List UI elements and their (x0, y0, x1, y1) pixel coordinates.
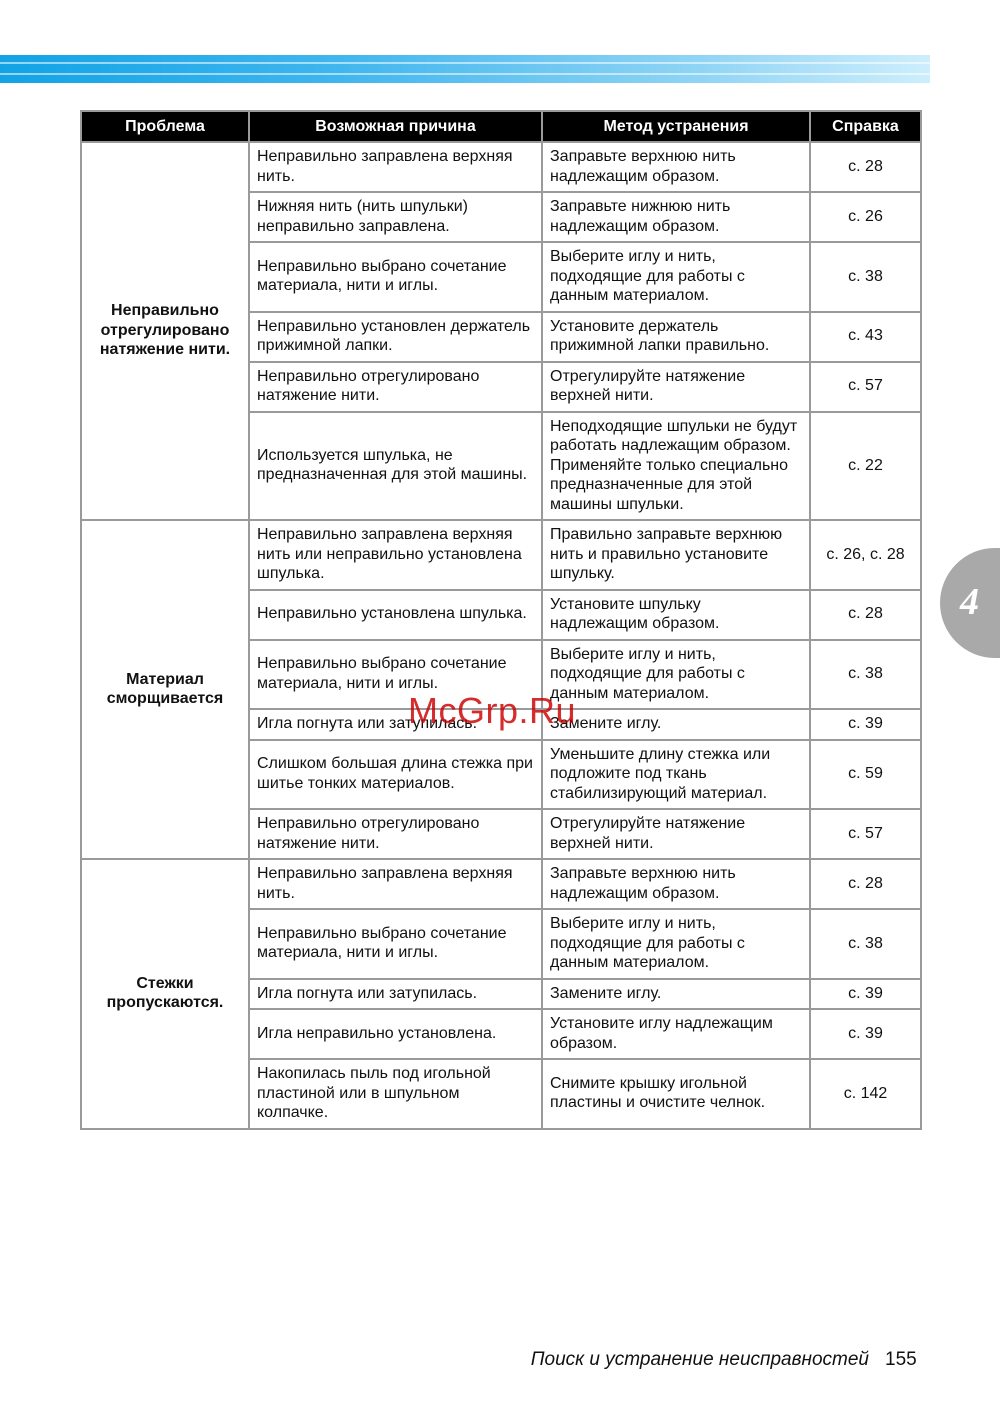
fix-cell: Заправьте верхнюю нить надлежащим образом. (542, 142, 810, 192)
cause-cell: Неправильно заправлена верхняя нить. (249, 859, 542, 909)
cause-cell: Игла погнута или затупилась. (249, 979, 542, 1010)
cause-cell: Неправильно выбрано сочетание материала, нити и иглы. (249, 242, 542, 312)
table-row (81, 142, 921, 192)
cause-cell: Неправильно установлена шпулька. (249, 590, 542, 640)
reference-cell: с. 142 (810, 1059, 921, 1129)
reference-cell: с. 57 (810, 809, 921, 859)
fix-cell: Установите шпульку надлежащим образом. (542, 590, 810, 640)
cause-cell: Накопилась пыль под игольной пластиной или в шпульном колпачке. (249, 1059, 542, 1129)
fix-cell: Замените иглу. (542, 709, 810, 740)
reference-cell: с. 26, с. 28 (810, 520, 921, 590)
fix-cell: Выберите иглу и нить, подходящие для работы с данным материалом. (542, 909, 810, 979)
table-row (81, 520, 921, 590)
page-number: 155 (885, 1349, 917, 1370)
fix-cell: Замените иглу. (542, 979, 810, 1010)
header-fix: Метод устранения (542, 111, 810, 142)
cause-cell: Неправильно заправлена верхняя нить или неправильно установлена шпулька. (249, 520, 542, 590)
fix-cell: Установите иглу надлежащим образом. (542, 1009, 810, 1059)
problem-cell: Стежки пропускаются. (81, 859, 249, 1129)
cause-cell: Неправильно установлен держатель прижимной лапки. (249, 312, 542, 362)
cause-cell: Неправильно заправлена верхняя нить. (249, 142, 542, 192)
footer-section-title: Поиск и устранение неисправностей (530, 1349, 869, 1370)
cause-cell: Неправильно отрегулировано натяжение нити. (249, 809, 542, 859)
reference-cell: с. 38 (810, 242, 921, 312)
fix-cell: Установите держатель прижимной лапки правильно. (542, 312, 810, 362)
cause-cell: Игла неправильно установлена. (249, 1009, 542, 1059)
fix-cell: Заправьте нижнюю нить надлежащим образом. (542, 192, 810, 242)
fix-cell: Заправьте верхнюю нить надлежащим образом. (542, 859, 810, 909)
fix-cell: Отрегулируйте натяжение верхней нити. (542, 809, 810, 859)
fix-cell: Выберите иглу и нить, подходящие для работы с данным материалом. (542, 242, 810, 312)
cause-cell: Нижняя нить (нить шпульки) неправильно заправлена. (249, 192, 542, 242)
cause-cell: Неправильно выбрано сочетание материала, нити и иглы. (249, 640, 542, 710)
problem-cell: Неправильно отрегулировано натяжение нити. (81, 142, 249, 520)
chapter-tab (940, 548, 1000, 658)
chapter-number: 4 (960, 581, 979, 623)
header-cause: Возможная причина (249, 111, 542, 142)
fix-cell: Отрегулируйте натяжение верхней нити. (542, 362, 810, 412)
fix-cell: Уменьшите длину стежка или подложите под ткань стабилизирующий материал. (542, 740, 810, 810)
reference-cell: с. 59 (810, 740, 921, 810)
reference-cell: с. 38 (810, 640, 921, 710)
header-reference: Справка (810, 111, 921, 142)
fix-cell: Снимите крышку игольной пластины и очистите челнок. (542, 1059, 810, 1129)
watermark: McGrp.Ru (408, 690, 577, 731)
cause-cell: Используется шпулька, не предназначенная для этой машины. (249, 412, 542, 521)
cause-cell: Игла погнута или затупилась. (249, 709, 542, 740)
reference-cell: с. 28 (810, 142, 921, 192)
reference-cell: с. 26 (810, 192, 921, 242)
reference-cell: с. 28 (810, 859, 921, 909)
reference-cell: с. 57 (810, 362, 921, 412)
fix-cell: Выберите иглу и нить, подходящие для работы с данным материалом. (542, 640, 810, 710)
reference-cell: с. 22 (810, 412, 921, 521)
reference-cell: с. 39 (810, 979, 921, 1010)
reference-cell: с. 43 (810, 312, 921, 362)
troubleshooting-table (80, 110, 922, 1130)
reference-cell: с. 39 (810, 709, 921, 740)
reference-cell: с. 38 (810, 909, 921, 979)
table-row (81, 859, 921, 909)
cause-cell: Неправильно отрегулировано натяжение нити. (249, 362, 542, 412)
top-color-band (0, 55, 930, 83)
problem-cell: Материал сморщивается (81, 520, 249, 859)
reference-cell: с. 39 (810, 1009, 921, 1059)
table-header-row (81, 111, 921, 142)
header-problem: Проблема (81, 111, 249, 142)
cause-cell: Неправильно выбрано сочетание материала, нити и иглы. (249, 909, 542, 979)
cause-cell: Слишком большая длина стежка при шитье тонких материалов. (249, 740, 542, 810)
fix-cell: Правильно заправьте верхнюю нить и правильно установите шпульку. (542, 520, 810, 590)
fix-cell: Неподходящие шпульки не будут работать надлежащим образом. Применяйте только специально предназначенные для этой машины шпульки. (542, 412, 810, 521)
reference-cell: с. 28 (810, 590, 921, 640)
